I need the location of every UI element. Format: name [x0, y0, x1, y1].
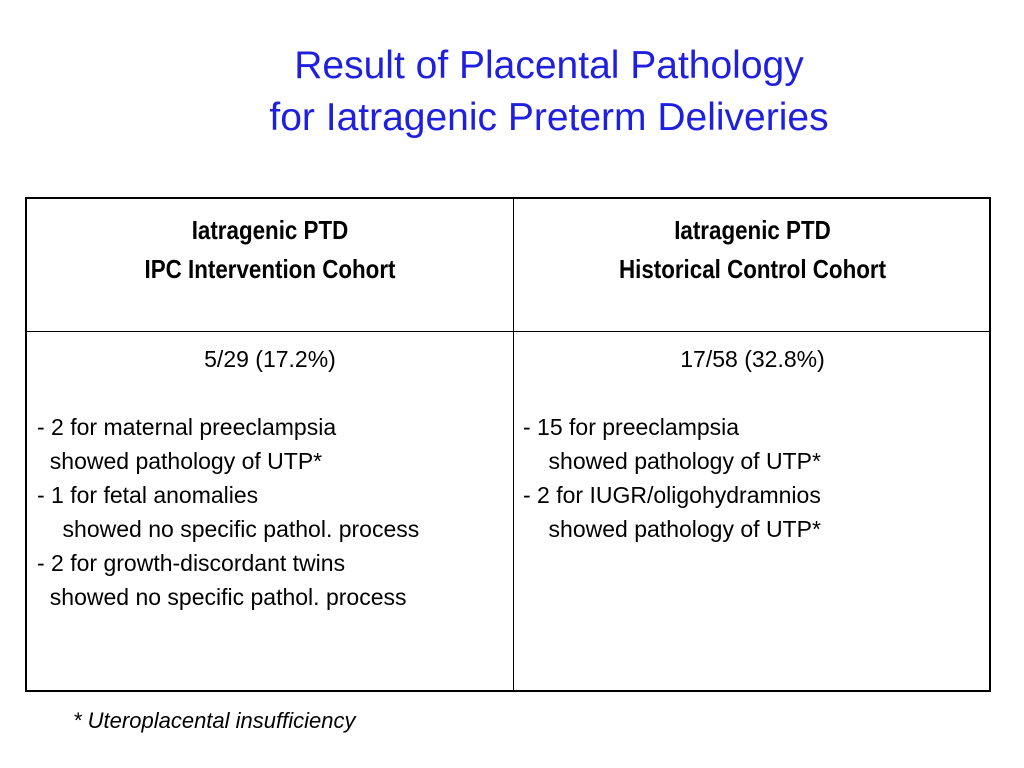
header-line: Historical Control Cohort [618, 254, 887, 284]
detail-line: - 2 for maternal preeclampsia [37, 414, 337, 440]
slide-title [0, 40, 1024, 144]
body-cell-historical-control [514, 342, 991, 546]
detail-line: showed pathology of UTP* [37, 448, 323, 474]
detail-line: showed pathology of UTP* [523, 516, 821, 542]
row-divider [27, 331, 989, 332]
detail-line: showed pathology of UTP* [523, 448, 821, 474]
detail-line: - 1 for fetal anomalies [37, 482, 259, 508]
detail-line: - 15 for preeclampsia [523, 414, 740, 440]
title-line-2: for Iatragenic Preterm Deliveries [269, 96, 829, 139]
body-cell-ipc-intervention [27, 342, 513, 614]
header-line: IPC Intervention Cohort [144, 254, 396, 284]
detail-line: - 2 for IUGR/oligohydramnios [523, 482, 821, 508]
detail-line: - 2 for growth-discordant twins [37, 550, 346, 576]
header-cell-ipc-intervention [61, 211, 479, 289]
header-cell-historical-control [547, 211, 957, 289]
cohort-summary: 5/29 (17.2%) [204, 346, 336, 372]
cohort-summary: 17/58 (32.8%) [680, 346, 825, 372]
detail-line: showed no specific pathol. process [37, 516, 420, 542]
detail-line: showed no specific pathol. process [37, 584, 407, 610]
header-line: Iatragenic PTD [191, 215, 349, 245]
footnote: * Uteroplacental insufficiency [73, 708, 356, 733]
header-line: Iatragenic PTD [674, 215, 831, 245]
title-line-1: Result of Placental Pathology [294, 44, 804, 87]
results-table [25, 197, 991, 692]
